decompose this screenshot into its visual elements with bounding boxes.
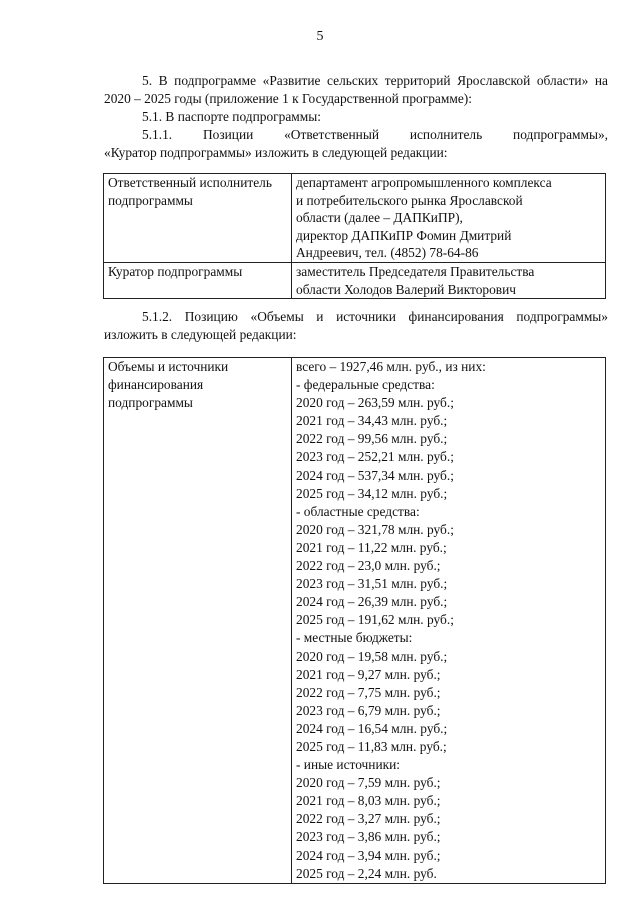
table-cell-label [104, 262, 292, 298]
text-line: 2025 год – 11,83 млн. руб.; [296, 738, 447, 754]
financing-table [103, 357, 606, 884]
table-cell-value [292, 358, 606, 884]
text-line: 2025 год – 191,62 млн. руб.; [296, 612, 454, 628]
table-row [104, 174, 606, 263]
curator-table [103, 173, 606, 299]
text-line: 2020 год – 19,58 млн. руб.; [296, 648, 448, 664]
item-5-1-1-line2: «Куратор подпрограммы» изложить в следующей редакции: [104, 145, 448, 160]
text-line: 2022 год – 3,27 млн. руб.; [296, 811, 441, 827]
text-line: 2021 год – 34,43 млн. руб.; [296, 413, 448, 429]
text-line: Объемы и источники [108, 359, 229, 374]
text-line: 2021 год – 8,03 млн. руб.; [296, 793, 441, 809]
text-line: и потребительского рынка Ярославской [296, 192, 523, 208]
text-line: Андреевич, тел. (4852) 78-64-86 [296, 245, 479, 261]
section-5-text: 5. В подпрограмме «Развитие сельских территорий Ярославской области» на 2020 – 2025 годы (приложение 1 к Государственной программе): [104, 73, 608, 106]
text-line: 2020 год – 7,59 млн. руб.; [296, 775, 441, 791]
text-line: 2022 год – 23,0 млн. руб.; [296, 558, 441, 574]
text-line: директор ДАПКиПР Фомин Дмитрий [296, 227, 512, 243]
table-cell-label [104, 174, 292, 263]
text-line: 2024 год – 26,39 млн. руб.; [296, 594, 448, 610]
text-line: 2025 год – 2,24 млн. руб. [296, 865, 437, 881]
table-cell-value [292, 262, 606, 298]
text-line: 2022 год – 7,75 млн. руб.; [296, 684, 441, 700]
text-line: Куратор подпрограммы [108, 263, 243, 279]
text-line: Ответственный исполнитель [108, 175, 272, 190]
table-cell-label [104, 358, 292, 884]
text-line: финансирования [108, 377, 204, 393]
table-cell-value [292, 174, 606, 263]
text-line: 2021 год – 9,27 млн. руб.; [296, 666, 441, 682]
text-line: всего – 1927,46 млн. руб., из них: [296, 359, 486, 374]
text-line: 2023 год – 3,86 млн. руб.; [296, 829, 441, 845]
text-line: - местные бюджеты: [296, 630, 413, 646]
page-number: 5 [316, 29, 324, 44]
item-5-1: 5.1. В паспорте подпрограммы: [142, 109, 321, 124]
text-line: 2020 год – 321,78 млн. руб.; [296, 521, 454, 537]
text-line: 2023 год – 31,51 млн. руб.; [296, 576, 448, 592]
text-line: 2021 год – 11,22 млн. руб.; [296, 539, 447, 555]
text-line: - федеральные средства: [296, 377, 435, 393]
text-line: 2024 год – 537,34 млн. руб.; [296, 467, 454, 483]
text-line: 2024 год – 3,94 млн. руб.; [296, 847, 441, 863]
text-line: заместитель Председателя Правительства [296, 263, 535, 279]
table-row [104, 262, 606, 298]
text-line: 2023 год – 6,79 млн. руб.; [296, 702, 441, 718]
text-line: области Холодов Валерий Викторович [296, 281, 517, 297]
item-5-1-2: 5.1.2. Позицию «Объемы и источники финансирования подпрограммы» изложить в следующей редакции: [104, 309, 608, 342]
text-line: 2022 год – 99,56 млн. руб.; [296, 431, 448, 447]
text-line: области (далее – ДАПКиПР), [296, 210, 463, 226]
text-line: 2024 год – 16,54 млн. руб.; [296, 720, 448, 736]
text-line: 2020 год – 263,59 млн. руб.; [296, 395, 454, 411]
text-line: - иные источники: [296, 757, 401, 773]
table-row [104, 358, 606, 884]
text-line: - областные средства: [296, 503, 420, 519]
item-5-1-1-line1: 5.1.1. Позиции «Ответственный исполнитель подпрограммы», [142, 127, 608, 142]
text-line: департамент агропромышленного комплекса [296, 175, 552, 190]
text-line: 2025 год – 34,12 млн. руб.; [296, 485, 448, 501]
text-line: подпрограммы [108, 395, 193, 411]
text-line: подпрограммы [108, 192, 193, 208]
text-line: 2023 год – 252,21 млн. руб.; [296, 449, 454, 465]
